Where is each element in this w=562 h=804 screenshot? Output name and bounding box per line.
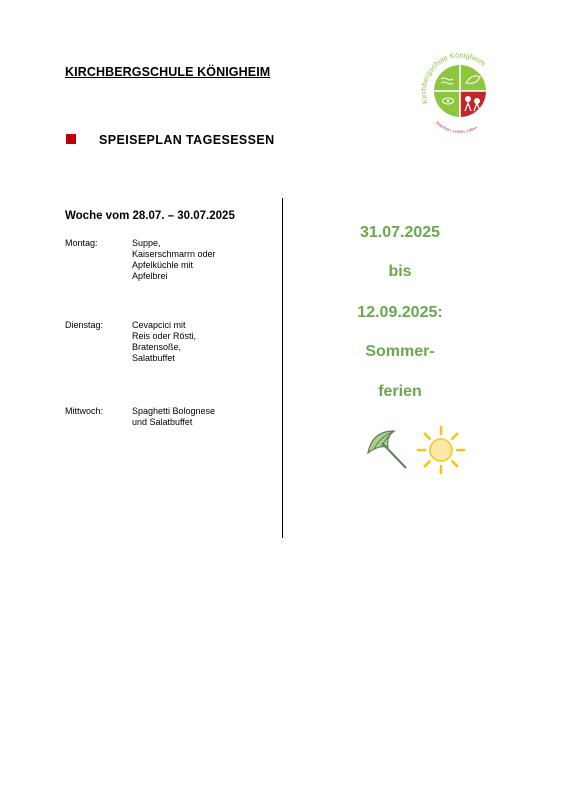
section-bullet	[66, 134, 76, 144]
holiday-end-date: 12.09.2025:	[357, 304, 443, 321]
menu-day-label: Dienstag:	[65, 320, 104, 330]
dish-line: und Salatbuffet	[132, 417, 193, 427]
holiday-label-line1: Sommer-	[365, 343, 435, 360]
menu-day-label: Mittwoch:	[65, 406, 104, 416]
week-heading: Woche vom 28.07. – 30.07.2025	[65, 210, 235, 222]
dish-line: Kaiserschmarrn oder	[132, 249, 216, 259]
dish-line: Apfelbrei	[132, 271, 168, 281]
plan-title: SPEISEPLAN TAGESESSEN	[99, 133, 275, 147]
school-logo	[414, 45, 506, 137]
dish-line: Salatbuffet	[132, 353, 175, 363]
menu-day-label: Montag:	[65, 238, 98, 248]
holiday-label-line2: ferien	[378, 383, 422, 400]
sun-icon	[416, 425, 466, 475]
holiday-bis: bis	[388, 263, 412, 280]
column-divider	[282, 198, 283, 538]
menu-dish	[132, 238, 242, 282]
dish-line: Reis oder Rösti,	[132, 331, 197, 341]
menu-dish	[132, 320, 242, 364]
dish-line: Cevapcici mit	[132, 320, 186, 330]
svg-text:Wachsen, Lernen, Leben	[435, 120, 478, 134]
dish-line: Apfelküchle mit	[132, 260, 194, 270]
dish-line: Bratensoße,	[132, 342, 182, 352]
school-title: KIRCHBERGSCHULE KÖNIGHEIM	[65, 65, 271, 79]
umbrella-icon	[364, 427, 410, 471]
holiday-start-date: 31.07.2025	[359, 224, 441, 241]
logo-tagline: Wachsen, Lernen, Leben	[435, 120, 479, 134]
dish-line: Suppe,	[132, 238, 161, 248]
dish-line: Spaghetti Bolognese	[132, 406, 216, 416]
logo-ring-text: Kirchbergschule Königheim	[418, 50, 488, 105]
menu-dish	[132, 406, 242, 428]
